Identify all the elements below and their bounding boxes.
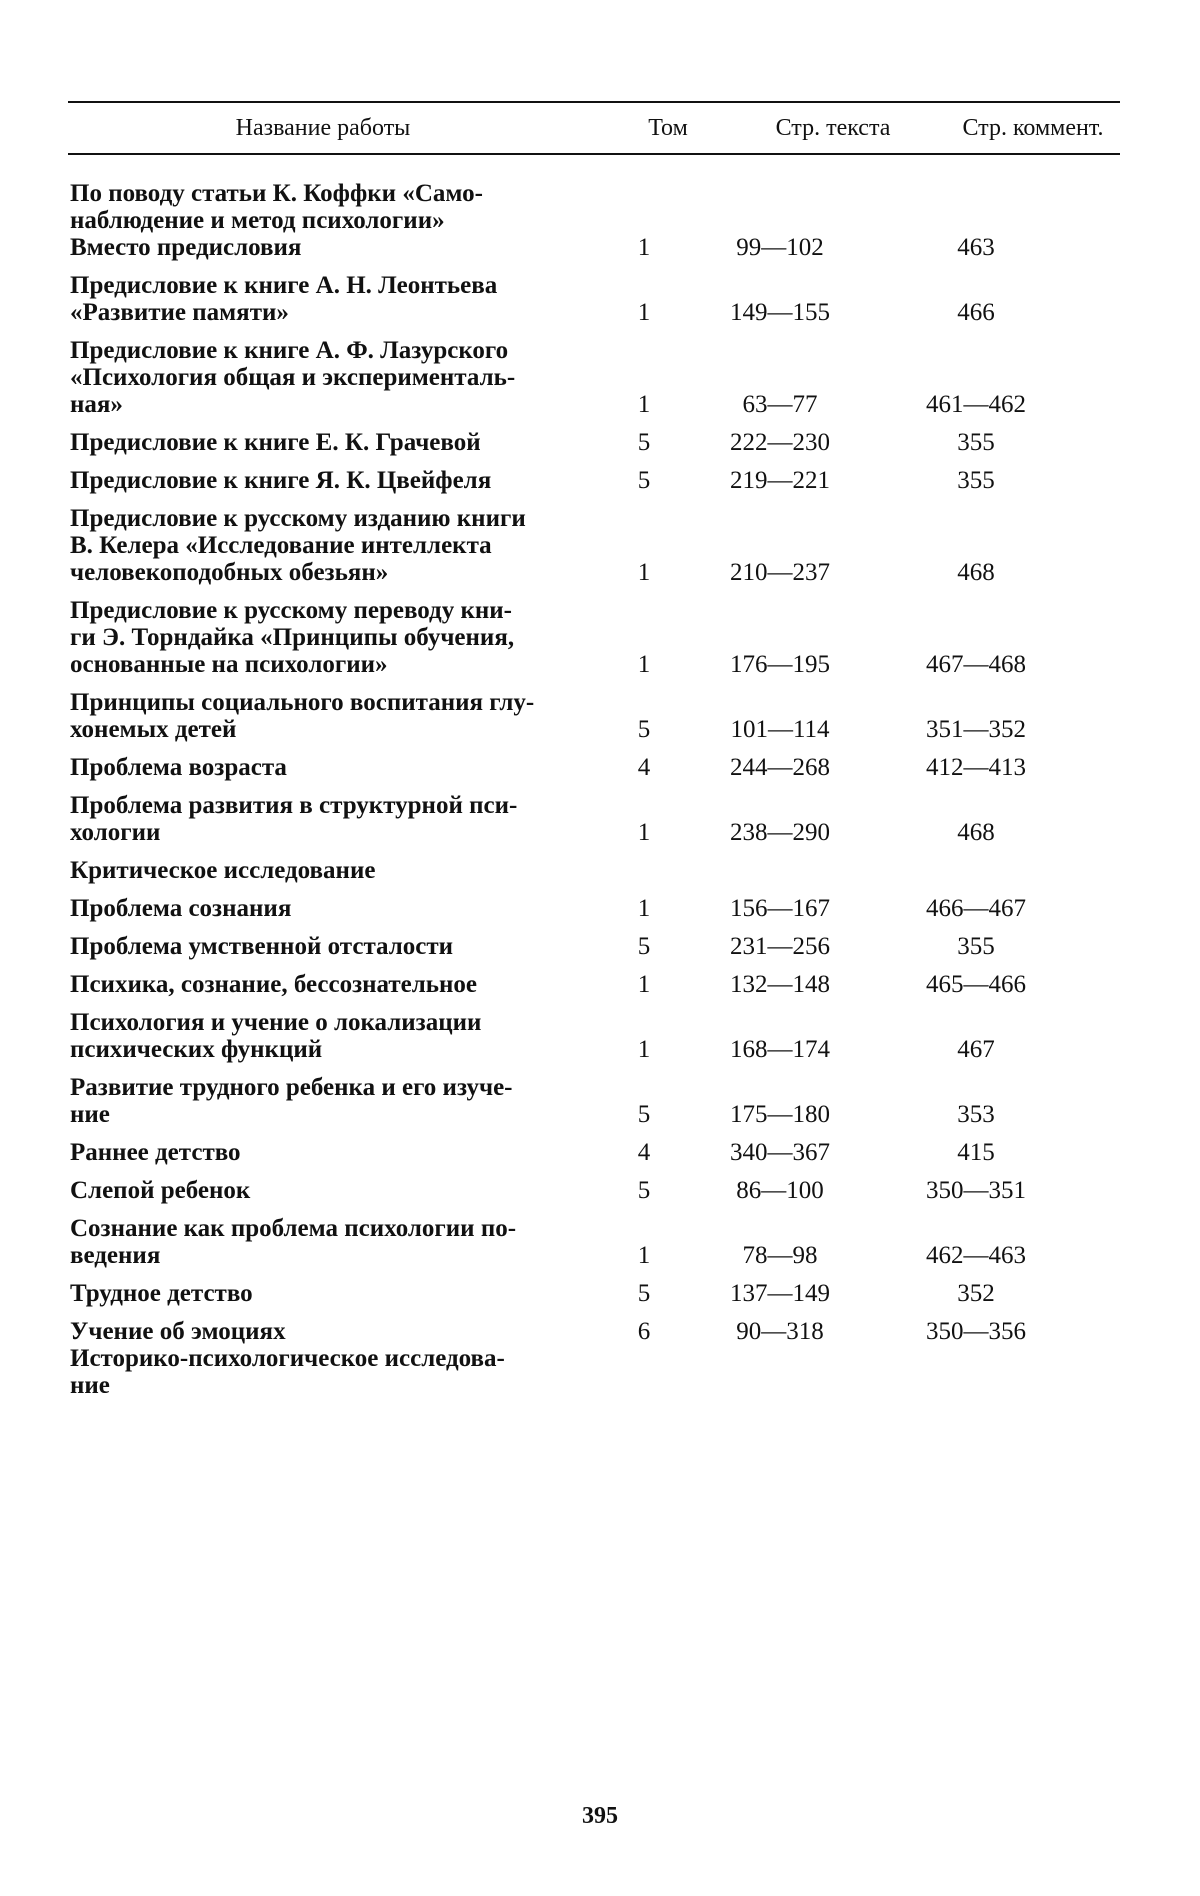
comment-pages-cell: 462—463 [926,1242,1026,1269]
work-title [70,1177,576,1204]
work-title-line: Психика, сознание, бессознательное [70,971,478,998]
header-text-pages: Стр. текста [775,115,891,141]
table-row [70,689,1122,743]
text-pages-cell: 210—237 [730,559,830,586]
comment-pages-cell: 412—413 [926,754,1026,781]
text-pages-cell: 238—290 [730,819,830,846]
volume-cell: 5 [637,1177,651,1204]
work-title-line: Предисловие к книге А. Н. Леонтьева [70,272,498,299]
table-row [70,1009,1122,1063]
work-title-line: ведения [70,1242,161,1269]
volume-cell: 5 [637,933,651,960]
table-row [70,1139,1122,1166]
table-row [70,754,1122,781]
table-header-rule [68,153,1120,155]
comment-pages-cell: 355 [957,467,995,494]
work-title [70,754,576,781]
table-row [70,1215,1122,1269]
volume-cell: 5 [637,1101,651,1128]
comment-pages-cell: 351—352 [926,716,1026,743]
text-pages-cell: 231—256 [730,933,830,960]
volume-cell: 1 [637,234,651,261]
work-title-line: По поводу статьи К. Коффки «Само- [70,180,483,207]
volume-cell: 1 [637,559,651,586]
table-row [70,337,1122,418]
work-title [70,689,576,743]
work-title [70,1215,576,1269]
work-title-line: Психология и учение о локализации [70,1009,482,1036]
table-row [70,180,1122,261]
comment-pages-cell: 468 [957,819,995,846]
text-pages-cell: 86—100 [736,1177,824,1204]
work-title-line: психических функций [70,1036,323,1063]
work-title-line: Трудное детство [70,1280,253,1307]
comment-pages-cell: 355 [957,933,995,960]
comment-pages-cell: 353 [957,1101,995,1128]
table-row [70,857,1122,884]
work-title-line: Проблема возраста [70,754,287,781]
work-title-line: Проблема сознания [70,895,292,922]
work-title-line: Проблема умственной отсталости [70,933,454,960]
comment-pages-cell: 467—468 [926,651,1026,678]
work-title [70,1139,576,1166]
work-title [70,337,576,418]
work-title-line: человекоподобных обезьян» [70,559,389,586]
work-title [70,1009,576,1063]
volume-cell: 5 [637,467,651,494]
work-title-line: Предисловие к русскому изданию книги [70,505,526,532]
volume-cell: 6 [637,1318,651,1345]
work-title [70,597,576,678]
header-volume: Том [648,115,688,141]
text-pages-cell: 168—174 [730,1036,830,1063]
table-row [70,505,1122,586]
text-pages-cell: 101—114 [730,716,830,743]
text-pages-cell: 78—98 [742,1242,818,1269]
work-title-line: Раннее детство [70,1139,241,1166]
work-title-line: ние [70,1372,110,1399]
volume-cell: 1 [637,971,651,998]
work-title [70,857,576,884]
table-row [70,1074,1122,1128]
comment-pages-cell: 350—351 [926,1177,1026,1204]
volume-cell: 4 [637,754,651,781]
work-title-line: Развитие трудного ребенка и его изуче- [70,1074,513,1101]
text-pages-cell: 90—318 [736,1318,824,1345]
work-title-line: Принципы социального воспитания глу- [70,689,535,716]
table-top-rule [68,101,1120,103]
text-pages-cell: 132—148 [730,971,830,998]
work-title-line: наблюдение и метод психологии» [70,207,445,234]
comment-pages-cell: 467 [957,1036,995,1063]
text-pages-cell: 149—155 [730,299,830,326]
table-row [70,429,1122,456]
work-title-line: ги Э. Торндайка «Принципы обучения, [70,624,515,651]
volume-cell: 1 [637,1242,651,1269]
work-title-line: Предисловие к книге А. Ф. Лазурского [70,337,509,364]
work-title [70,1280,576,1307]
table-body [70,180,1122,1410]
work-title-line: Предисловие к русскому переводу кни- [70,597,512,624]
table-header [68,108,1120,148]
work-title-line: Вместо предисловия [70,234,302,261]
table-row [70,895,1122,922]
table-row [70,597,1122,678]
work-title [70,1074,576,1128]
work-title [70,792,576,846]
work-title-line: «Психология общая и эксперименталь- [70,364,516,391]
comment-pages-cell: 350—356 [926,1318,1026,1345]
work-title [70,1318,576,1399]
volume-cell: 1 [637,651,651,678]
volume-cell: 5 [637,1280,651,1307]
text-pages-cell: 219—221 [730,467,830,494]
text-pages-cell: 244—268 [730,754,830,781]
comment-pages-cell: 466 [957,299,995,326]
comment-pages-cell: 355 [957,429,995,456]
work-title [70,272,576,326]
work-title-line: хологии [70,819,161,846]
comment-pages-cell: 415 [957,1139,995,1166]
work-title-line: хонемых детей [70,716,237,743]
comment-pages-cell: 461—462 [926,391,1026,418]
work-title-line: В. Келера «Исследование интеллекта [70,532,492,559]
text-pages-cell: 222—230 [730,429,830,456]
work-title-line: основанные на психологии» [70,651,388,678]
work-title [70,429,576,456]
volume-cell: 4 [637,1139,651,1166]
work-title-line: Сознание как проблема психологии по- [70,1215,517,1242]
work-title [70,180,576,261]
work-title [70,895,576,922]
text-pages-cell: 99—102 [736,234,824,261]
work-title [70,971,576,998]
table-row [70,467,1122,494]
comment-pages-cell: 352 [957,1280,995,1307]
table-row [70,1318,1122,1399]
work-title-line: Критическое исследование [70,857,376,884]
table-row [70,1280,1122,1307]
work-title-line: ние [70,1101,110,1128]
header-comment-pages: Стр. коммент. [962,115,1104,141]
text-pages-cell: 175—180 [730,1101,830,1128]
comment-pages-cell: 466—467 [926,895,1026,922]
comment-pages-cell: 465—466 [926,971,1026,998]
work-title [70,505,576,586]
volume-cell: 5 [637,716,651,743]
work-title-line: Учение об эмоциях [70,1318,286,1345]
work-title-line: Предисловие к книге Я. К. Цвейфеля [70,467,492,494]
table-row [70,272,1122,326]
table-row [70,792,1122,846]
volume-cell: 1 [637,391,651,418]
text-pages-cell: 340—367 [730,1139,830,1166]
volume-cell: 1 [637,299,651,326]
table-row [70,1177,1122,1204]
work-title [70,933,576,960]
work-title-line: «Развитие памяти» [70,299,289,326]
text-pages-cell: 176—195 [730,651,830,678]
volume-cell: 1 [637,895,651,922]
table-row [70,933,1122,960]
work-title-line: Историко-психологическое исследова- [70,1345,505,1372]
comment-pages-cell: 463 [957,234,995,261]
volume-cell: 1 [637,819,651,846]
table-row [70,971,1122,998]
page-number: 395 [582,1803,618,1829]
comment-pages-cell: 468 [957,559,995,586]
text-pages-cell: 156—167 [730,895,830,922]
text-pages-cell: 63—77 [742,391,818,418]
volume-cell: 1 [637,1036,651,1063]
work-title [70,467,576,494]
work-title-line: Предисловие к книге Е. К. Грачевой [70,429,481,456]
header-title: Название работы [235,115,411,141]
work-title-line: ная» [70,391,123,418]
volume-cell: 5 [637,429,651,456]
work-title-line: Слепой ребенок [70,1177,251,1204]
work-title-line: Проблема развития в структурной пси- [70,792,518,819]
text-pages-cell: 137—149 [730,1280,830,1307]
